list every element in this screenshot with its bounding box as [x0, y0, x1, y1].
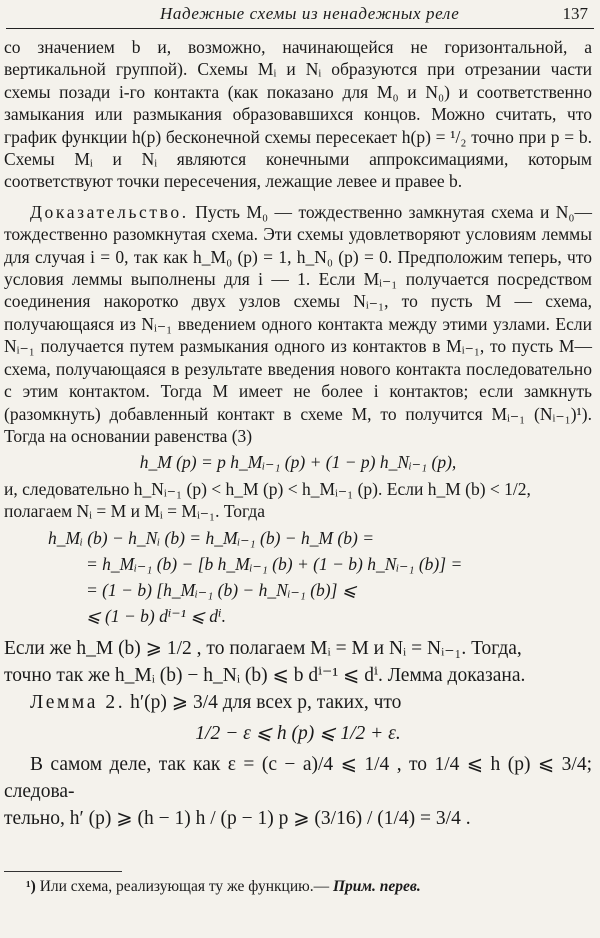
proof-text: Пусть M₀ — тождественно замкнутая схема и N₀— тождественно разомкнутая схема. Эти схемы удовлетворяют условиям леммы для случая i = 0, так как h_M₀ (p) = 1, h_N₀ (p) = 0. Предположим теперь, что условия леммы выполнены для i — 1. Если Mᵢ₋₁ получается посредством соединения накоротко двух узлов схемы Nᵢ₋₁, то пусть M — схема, получающаяся из Nᵢ₋₁ введением одного контакта между этими узлами. Если Nᵢ₋₁ получается путем размыкания одного из контактов в Mᵢ₋₁, то пусть M—схема, получающаяся в результате введения нового контакта последовательно с этим контактом. Тогда M имеет не более i контактов; если замкнуть (разомкнуть) добавленный контакт в схеме M, то получится Mᵢ₋₁ (Nᵢ₋₁)¹). Тогда на основании равенства (3) — [4, 201, 592, 446]
footnote-mark: ¹) — [26, 878, 36, 895]
footnote-note: Прим. перев. — [332, 878, 421, 895]
page-number: 137 — [562, 4, 588, 23]
paragraph-2b: полагаем Nᵢ = M и Mᵢ = Mᵢ₋₁. Тогда — [4, 501, 265, 522]
lemma-heading: Лемма 2. — [30, 691, 126, 713]
paragraph-proof — [4, 201, 592, 447]
paragraph-2a: и, следовательно h_Nᵢ₋₁ (p) < h_M (p) < h_Mᵢ₋₁ (p). Если h_M (b) < 1/2, — [4, 478, 531, 499]
proof-heading: Доказательство. — [30, 201, 189, 222]
header-rule — [6, 28, 594, 29]
paragraph-3b: точно так же h_Mᵢ (b) − h_Nᵢ (b) ⩽ b dⁱ⁻¹ ⩽ dⁱ. Лемма доказана. — [4, 664, 526, 686]
paragraph-4a: В самом деле, так как ε = (c − a)/4 ⩽ 1/4 , то 1/4 ⩽ h (p) ⩽ 3/4; следова- — [4, 753, 592, 802]
paragraph-1: со значением b и, возможно, начинающейся не горизонтальной, а вертикальной группой). Схемы Mᵢ и Nᵢ образуются при отрезании части схемы позади i-го контакта (как показано для M₀ и N₀) и соответственно замыкания или размыкания образовавшихся концов. Можно считать, что график функции h(p) бесконечной схемы пересекает h(p) = ¹/₂ точно при p = b. Схемы Mᵢ и Nᵢ являются конечными аппроксимациями, которым соответствуют точки пересечения, лежащие левее и правее b. — [4, 37, 592, 192]
footnote-rule — [4, 871, 122, 872]
paragraph-3a: Если же h_M (b) ⩾ 1/2 , то полагаем Mᵢ = M и Nᵢ = Nᵢ₋₁. Тогда, — [4, 637, 522, 659]
lemma-text: h′(p) ⩾ 3/4 для всех p, таких, что — [130, 691, 402, 713]
lemma-2 — [4, 689, 592, 716]
running-title: Надежные схемы из ненадежных реле — [160, 4, 460, 23]
page-body — [4, 36, 592, 832]
lemma-equation: 1/2 − ε ⩽ h (p) ⩽ 1/2 + ε. — [195, 722, 401, 744]
page-header — [0, 0, 600, 30]
equation-line-1: h_Mᵢ (b) − h_Nᵢ (b) = h_Mᵢ₋₁ (b) − h_M (b) = — [48, 527, 375, 548]
equation-1: h_M (p) = p h_Mᵢ₋₁ (p) + (1 − p) h_Nᵢ₋₁ (p), — [139, 452, 457, 473]
equation-line-3: = (1 − b) [h_Mᵢ₋₁ (b) − h_Nᵢ₋₁ (b)] ⩽ — [86, 579, 357, 600]
paragraph-4b: тельно, h′ (p) ⩾ (h − 1) h / (p − 1) p ⩾ (3/16) / (1/4) = 3/4 . — [4, 807, 471, 829]
equation-line-4: ⩽ (1 − b) dⁱ⁻¹ ⩽ dⁱ. — [86, 605, 226, 626]
equation-line-2: = h_Mᵢ₋₁ (b) − [b h_Mᵢ₋₁ (b) + (1 − b) h_Nᵢ₋₁ (b)] = — [86, 553, 463, 574]
footnote-text: Или схема, реализующая ту же функцию.— — [39, 878, 330, 895]
equation-block — [48, 525, 592, 629]
footnote — [26, 878, 421, 896]
